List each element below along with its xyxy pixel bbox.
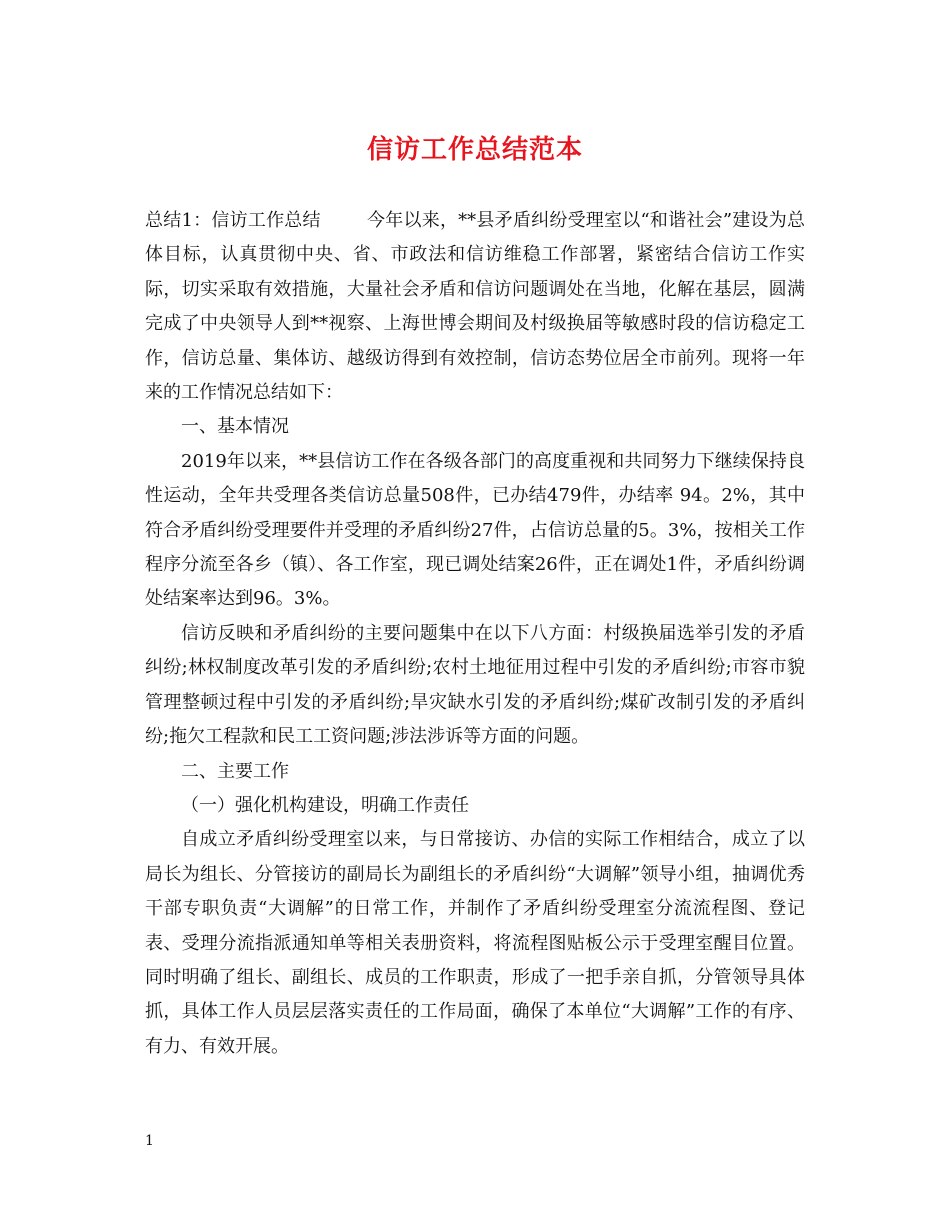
document-title: 信访工作总结范本 — [366, 135, 583, 165]
paragraph-main-issues: 信访反映和矛盾纠纷的主要问题集中在以下八方面：村级换届选举引发的矛盾纠纷;林权制度改革引发的矛盾纠纷;农村土地征用过程中引发的矛盾纠纷;市容市貌管理整顿过程中引发的矛盾纠纷;旱灾缺水引发的矛盾纠纷;煤矿改制引发的矛盾纠纷;拖欠工程款和民工工资问题;涉法涉诉等方面的问题。 — [145, 622, 805, 748]
heading-main-work: 二、主要工作 — [181, 760, 289, 782]
document-body — [145, 204, 805, 1064]
intro-text: 今年以来，**县矛盾纠纷受理室以“和谐社会”建设为总体目标，认真贯彻中央、省、市政法和信访维稳工作部署，紧密结合信访工作实际，切实采取有效措施，大量社会矛盾和信访问题调处在当地，化解在基层，圆满完成了中央领导人到**视察、上海世博会期间及村级换届等敏感时段的信访稳定工作，信访总量、集体访、越级访得到有效控制，信访态势位居全市前列。现将一年来的工作情况总结如下： — [145, 210, 805, 404]
paragraph-intro — [145, 204, 805, 410]
heading-basic-situation: 一、基本情况 — [181, 416, 289, 438]
paragraph-statistics: 2019年以来，**县信访工作在各级各部门的高度重视和共同努力下继续保持良性运动，全年共受理各类信访总量508件，已办结479件，办结率 94。2%，其中符合矛盾纠纷受理要件并受理的矛盾纠纷27件，占信访总量的5。3%，按相关工作程序分流至各乡（镇）、各工作室，现已调处结案26件，正在调处1件，矛盾纠纷调处结案率达到96。3%。 — [145, 450, 805, 610]
summary-label: 总结1：信访工作总结 — [145, 210, 321, 231]
page-number: 1 — [145, 1133, 154, 1149]
paragraph-organization: 自成立矛盾纠纷受理室以来，与日常接访、办信的实际工作相结合，成立了以局长为组长、分管接访的副局长为副组长的矛盾纠纷“大调解”领导小组，抽调优秀干部专职负责“大调解”的日常工作，并制作了矛盾纠纷受理室分流流程图、登记表、受理分流指派通知单等相关表册资料，将流程图贴板公示于受理室醒目位置。同时明确了组长、副组长、成员的工作职责，形成了一把手亲自抓，分管领导具体抓，具体工作人员层层落实责任的工作局面，确保了本单位“大调解”工作的有序、有力、有效开展。 — [145, 829, 805, 1057]
subheading-organization: （一）强化机构建设，明确工作责任 — [181, 794, 469, 816]
